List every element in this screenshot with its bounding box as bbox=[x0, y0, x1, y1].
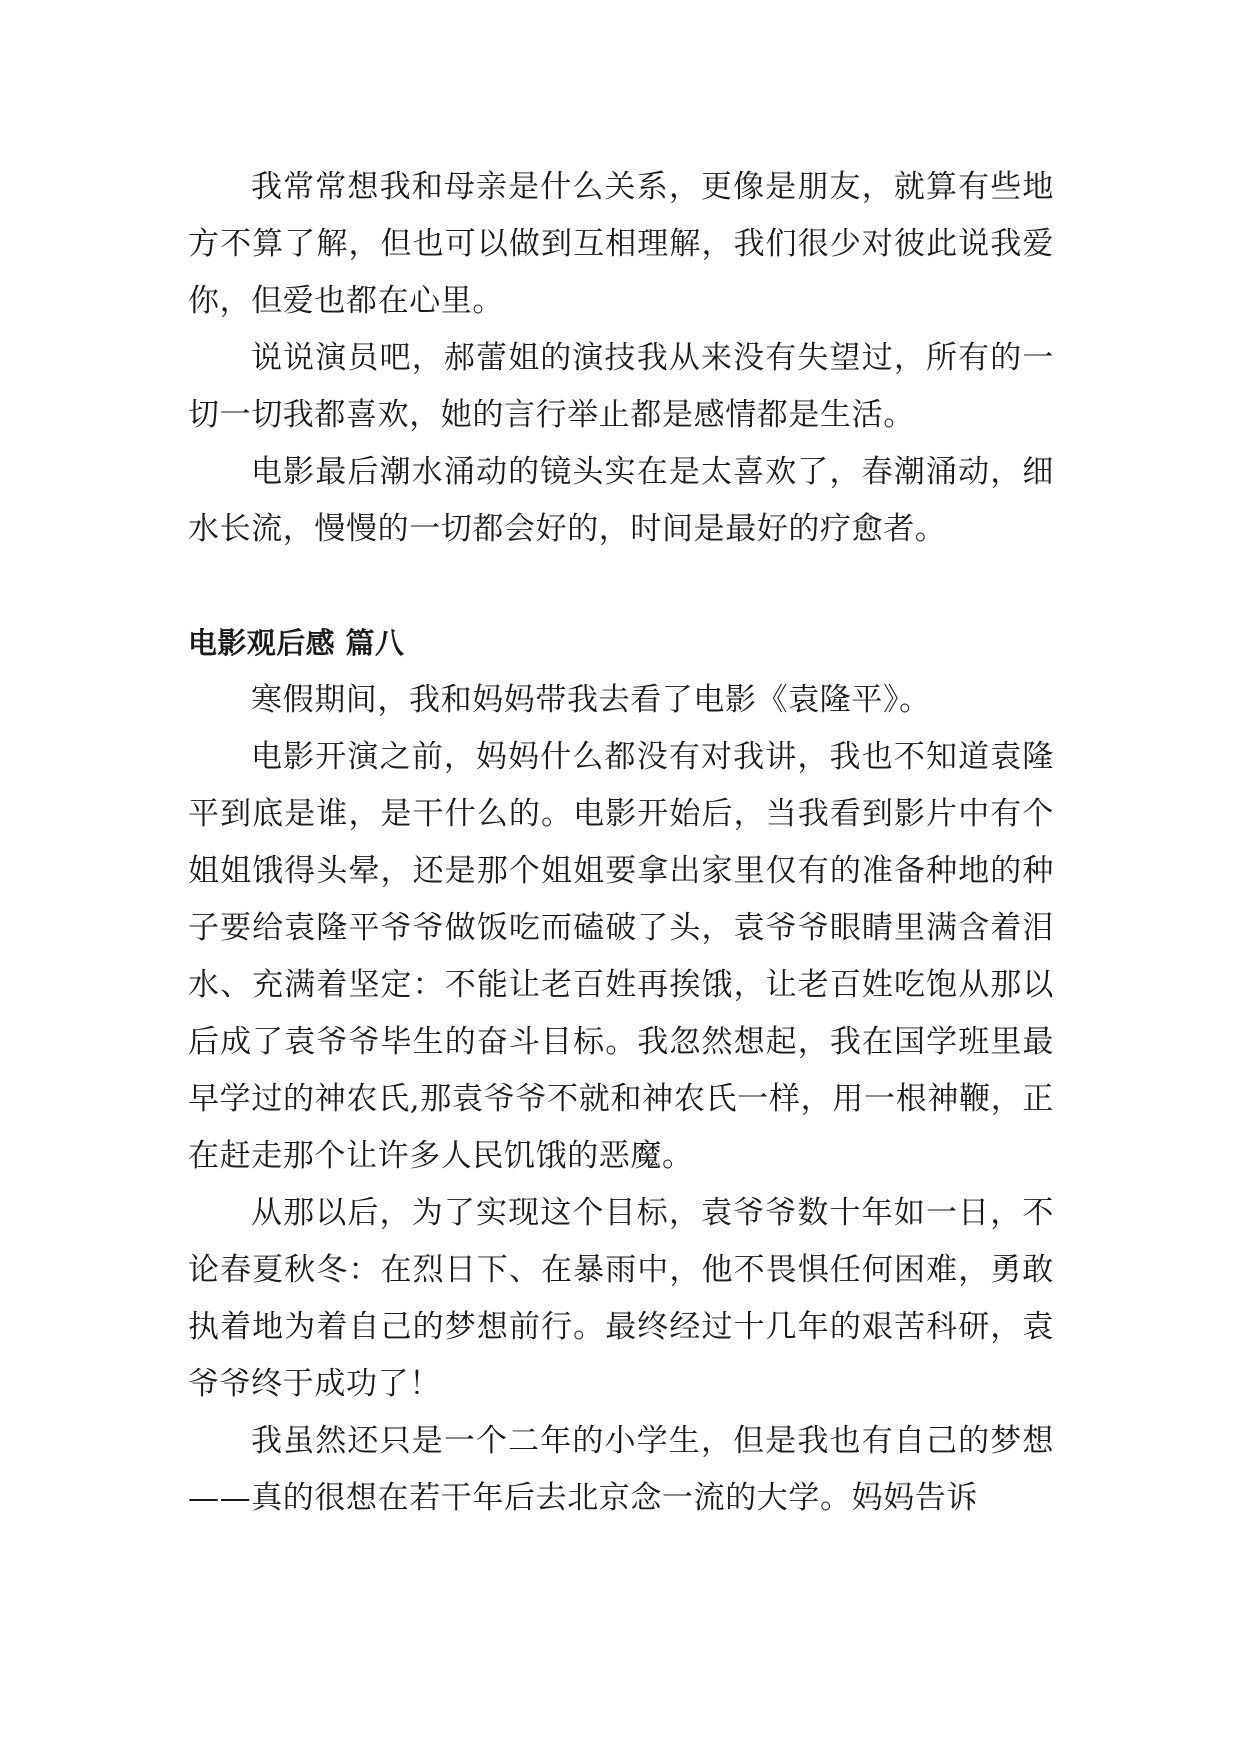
paragraph: 寒假期间，我和妈妈带我去看了电影《袁隆平》。 bbox=[251, 682, 931, 718]
paragraph: 从那以后，为了实现这个目标，袁爷爷数十年如一日，不论春夏秋冬：在烈日下、在暴雨中，他不畏惧任何困难，勇敢执着地为着自己的梦想前行。最终经过十几年的艰苦科研，袁爷爷终于成功了！ bbox=[188, 1195, 1054, 1402]
document-page bbox=[188, 159, 1054, 1527]
paragraph: 电影最后潮水涌动的镜头实在是太喜欢了，春潮涌动，细水长流，慢慢的一切都会好的，时间是最好的疗愈者。 bbox=[188, 454, 1054, 547]
paragraph: 说说演员吧，郝蕾姐的演技我从来没有失望过，所有的一切一切我都喜欢，她的言行举止都是感情都是生活。 bbox=[188, 340, 1054, 433]
paragraph: 我虽然还只是一个二年的小学生，但是我也有自己的梦想——真的很想在若干年后去北京念一流的大学。妈妈告诉 bbox=[188, 1423, 1054, 1516]
paragraph: 电影开演之前，妈妈什么都没有对我讲，我也不知道袁隆平到底是谁，是干什么的。电影开始后，当我看到影片中有个姐姐饿得头晕，还是那个姐姐要拿出家里仅有的准备种地的种子要给袁隆平爷爷做饭吃而磕破了头，袁爷爷眼睛里满含着泪水、充满着坚定：不能让老百姓再挨饿，让老百姓吃饱从那以后成了袁爷爷毕生的奋斗目标。我忽然想起，我在国学班里最早学过的神农氏,那袁爷爷不就和神农氏一样，用一根神鞭，正在赶走那个让许多人民饥饿的恶魔。 bbox=[188, 739, 1054, 1174]
paragraph: 我常常想我和母亲是什么关系，更像是朋友，就算有些地方不算了解，但也可以做到互相理解，我们很少对彼此说我爱你，但爱也都在心里。 bbox=[188, 169, 1054, 319]
section-heading: 电影观后感 篇八 bbox=[188, 626, 405, 660]
